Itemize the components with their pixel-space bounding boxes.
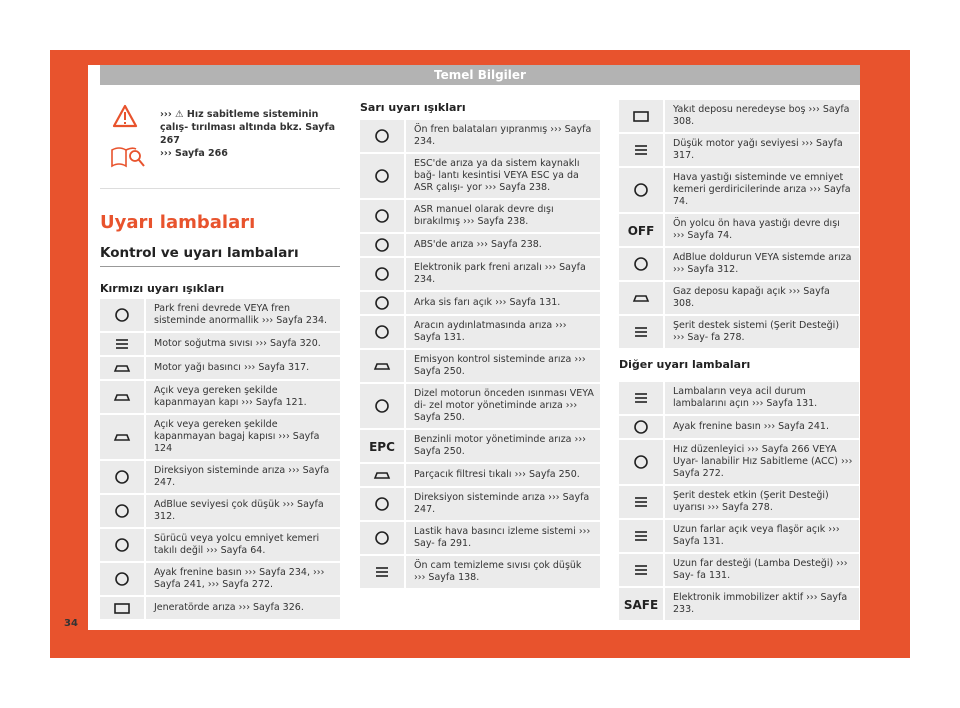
table-row	[360, 430, 600, 462]
table-row	[100, 415, 340, 459]
safe-icon	[619, 588, 663, 620]
tire-pressure-icon	[360, 522, 404, 554]
fuel-cap-icon	[619, 282, 663, 314]
table-row	[619, 486, 859, 518]
table-row	[360, 292, 600, 314]
oil-level-icon	[619, 134, 663, 166]
divider	[100, 266, 340, 267]
table-row	[360, 258, 600, 290]
table-row	[619, 382, 859, 414]
steering-wheel-icon	[360, 488, 404, 520]
parking-brake-fault-icon	[360, 258, 404, 290]
lamp-description: Emisyon kontrol sisteminde arıza ››› Sayfa 250.	[404, 350, 600, 382]
warning-triangle-icon	[112, 104, 138, 128]
svg-text:SAFE: SAFE	[624, 598, 658, 612]
table-row	[100, 597, 340, 619]
red-lamps-table	[100, 297, 340, 621]
oil-pressure-icon	[100, 357, 144, 379]
coolant-temperature-icon	[100, 333, 144, 355]
manual-reference: ››› Sayfa 266	[160, 148, 228, 159]
table-row	[619, 168, 859, 212]
lamp-description: Açık veya gereken şekilde kapanmayan kapı ››› Sayfa 121.	[144, 381, 340, 413]
table-row	[100, 529, 340, 561]
lamp-description: Gaz deposu kapağı açık ››› Sayfa 308.	[663, 282, 859, 314]
lamp-description: Ön fren balataları yıpranmış ››› Sayfa 234.	[404, 120, 600, 152]
table-row	[619, 100, 859, 132]
lamp-description: Sürücü veya yolcu emniyet kemeri takılı değil ››› Sayfa 64.	[144, 529, 340, 561]
table-row	[100, 299, 340, 331]
lamp-description: Dizel motorun önceden ısınması VEYA di- zel motor yönetiminde arıza ››› Sayfa 250.	[404, 384, 600, 428]
trunk-open-icon	[100, 415, 144, 459]
lamp-description: AdBlue doldurun VEYA sistemde arıza ››› Sayfa 312.	[663, 248, 859, 280]
table-row	[360, 234, 600, 256]
yellow-lamps-title: Sarı uyarı ışıkları	[360, 101, 466, 114]
table-row	[100, 381, 340, 413]
section-title: Uyarı lambaları	[100, 212, 256, 233]
yellow-lamps-table	[360, 118, 600, 590]
lamp-description: Şerit destek sistemi (Şerit Desteği) ››› Say- fa 278.	[663, 316, 859, 348]
esc-icon	[360, 154, 404, 198]
lamp-description: ASR manuel olarak devre dışı bırakılmış ››› Sayfa 238.	[404, 200, 600, 232]
lamp-description: Yakıt deposu neredeyse boş ››› Sayfa 308.	[663, 100, 859, 132]
adblue-icon	[619, 248, 663, 280]
table-row	[360, 464, 600, 486]
lamp-description: ABS'de arıza ››› Sayfa 238.	[404, 234, 600, 256]
lamp-description: AdBlue seviyesi çok düşük ››› Sayfa 312.	[144, 495, 340, 527]
light-assist-icon	[619, 554, 663, 586]
lamp-description: Lastik hava basıncı izleme sistemi ››› Say- fa 291.	[404, 522, 600, 554]
table-row	[619, 282, 859, 314]
adblue-icon	[100, 495, 144, 527]
steering-wheel-icon	[100, 461, 144, 493]
table-row	[360, 522, 600, 554]
table-row	[360, 350, 600, 382]
epc-icon	[360, 430, 404, 462]
engine-check-icon	[360, 350, 404, 382]
red-lamps-title: Kırmızı uyarı ışıkları	[100, 282, 225, 295]
table-row	[619, 214, 859, 246]
table-row	[100, 333, 340, 355]
table-row	[100, 357, 340, 379]
lamp-description: Açık veya gereken şekilde kapanmayan bagaj kapısı ››› Sayfa 124	[144, 415, 340, 459]
table-row	[619, 134, 859, 166]
subsection-title: Kontrol ve uyarı lambaları	[100, 245, 299, 261]
page-number: 34	[64, 618, 78, 629]
table-row	[619, 248, 859, 280]
lamp-description: Benzinli motor yönetiminde arıza ››› Sayfa 250.	[404, 430, 600, 462]
table-row	[619, 520, 859, 552]
brake-pads-icon	[360, 120, 404, 152]
svg-text:EPC: EPC	[369, 440, 395, 454]
battery-icon	[100, 597, 144, 619]
manual-search-icon	[110, 144, 146, 170]
high-beam-icon	[619, 520, 663, 552]
lamp-description: Ön cam temizleme sıvısı çok düşük ››› Sayfa 138.	[404, 556, 600, 588]
lamp-description: Arka sis farı açık ››› Sayfa 131.	[404, 292, 600, 314]
door-open-icon	[100, 381, 144, 413]
rear-fog-icon	[360, 292, 404, 314]
lane-assist-icon	[619, 316, 663, 348]
turn-signal-icon	[619, 382, 663, 414]
table-row	[100, 495, 340, 527]
table-row	[619, 440, 859, 484]
warning-text: ››› ⚠ Hız sabitleme sisteminin çalış- tırılması altında bkz. Sayfa 267	[160, 109, 335, 146]
table-row	[360, 488, 600, 520]
seatbelt-icon	[100, 529, 144, 561]
lamp-description: Şerit destek etkin (Şerit Desteği) uyarısı ››› Sayfa 278.	[663, 486, 859, 518]
glow-plug-icon	[360, 384, 404, 428]
lamp-description: Direksiyon sisteminde arıza ››› Sayfa 247.	[144, 461, 340, 493]
light-fault-icon	[360, 316, 404, 348]
table-row	[360, 384, 600, 428]
fuel-icon	[619, 100, 663, 132]
cruise-control-icon	[619, 440, 663, 484]
lamp-description: Uzun farlar açık veya flaşör açık ››› Sayfa 131.	[663, 520, 859, 552]
lane-assist-icon	[619, 486, 663, 518]
table-row	[360, 120, 600, 152]
table-row	[619, 588, 859, 620]
warning-box	[100, 96, 340, 189]
lamp-description: Direksiyon sisteminde arıza ››› Sayfa 247.	[404, 488, 600, 520]
lamp-description: Hız düzenleyici ››› Sayfa 266 VEYA Uyar- lanabilir Hız Sabitleme (ACC) ››› Sayfa 272.	[663, 440, 859, 484]
table-row	[360, 200, 600, 232]
table-row	[100, 461, 340, 493]
table-row	[100, 563, 340, 595]
asr-off-icon	[360, 200, 404, 232]
foot-brake-icon	[619, 416, 663, 438]
table-row	[619, 554, 859, 586]
lamp-description: Lambaların veya acil durum lambalarını açın ››› Sayfa 131.	[663, 382, 859, 414]
table-row	[619, 316, 859, 348]
svg-text:OFF: OFF	[627, 224, 655, 238]
foot-brake-icon	[100, 563, 144, 595]
lamp-description: Motor soğutma sıvısı ››› Sayfa 320.	[144, 333, 340, 355]
washer-fluid-icon	[360, 556, 404, 588]
other-lamps-title: Diğer uyarı lambaları	[619, 358, 751, 371]
lamp-description: Jeneratörde arıza ››› Sayfa 326.	[144, 597, 340, 619]
lamp-description: Elektronik immobilizer aktif ››› Sayfa 233.	[663, 588, 859, 620]
lamp-description: ESC'de arıza ya da sistem kaynaklı bağ- lantı kesintisi VEYA ESC ya da ASR çalışı- yor ››› Sayfa 238.	[404, 154, 600, 198]
table-row	[619, 416, 859, 438]
lamp-description: Ön yolcu ön hava yastığı devre dışı ››› Sayfa 74.	[663, 214, 859, 246]
lamp-description: Düşük motor yağı seviyesi ››› Sayfa 317.	[663, 134, 859, 166]
lamp-description: Ayak frenine basın ››› Sayfa 234, ››› Sayfa 241, ››› Sayfa 272.	[144, 563, 340, 595]
abs-icon	[360, 234, 404, 256]
lamp-description: Motor yağı basıncı ››› Sayfa 317.	[144, 357, 340, 379]
particle-filter-icon	[360, 464, 404, 486]
table-row	[360, 316, 600, 348]
table-row	[360, 556, 600, 588]
lamp-description: Parçacık filtresi tıkalı ››› Sayfa 250.	[404, 464, 600, 486]
airbag-icon	[619, 168, 663, 212]
other-lamps-table	[619, 380, 859, 622]
brake-warning-icon	[100, 299, 144, 331]
lamp-description: Hava yastığı sisteminde ve emniyet kemeri gerdiricilerinde arıza ››› Sayfa 74.	[663, 168, 859, 212]
yellow-lamps-table-continued	[619, 98, 859, 350]
lamp-description: Ayak frenine basın ››› Sayfa 241.	[663, 416, 859, 438]
page-header: Temel Bilgiler	[100, 65, 860, 85]
table-row	[360, 154, 600, 198]
airbag-off-icon	[619, 214, 663, 246]
lamp-description: Park freni devrede VEYA fren sisteminde anormallik ››› Sayfa 234.	[144, 299, 340, 331]
lamp-description: Uzun far desteği (Lamba Desteği) ››› Say- fa 131.	[663, 554, 859, 586]
lamp-description: Aracın aydınlatmasında arıza ››› Sayfa 131.	[404, 316, 600, 348]
lamp-description: Elektronik park freni arızalı ››› Sayfa 234.	[404, 258, 600, 290]
